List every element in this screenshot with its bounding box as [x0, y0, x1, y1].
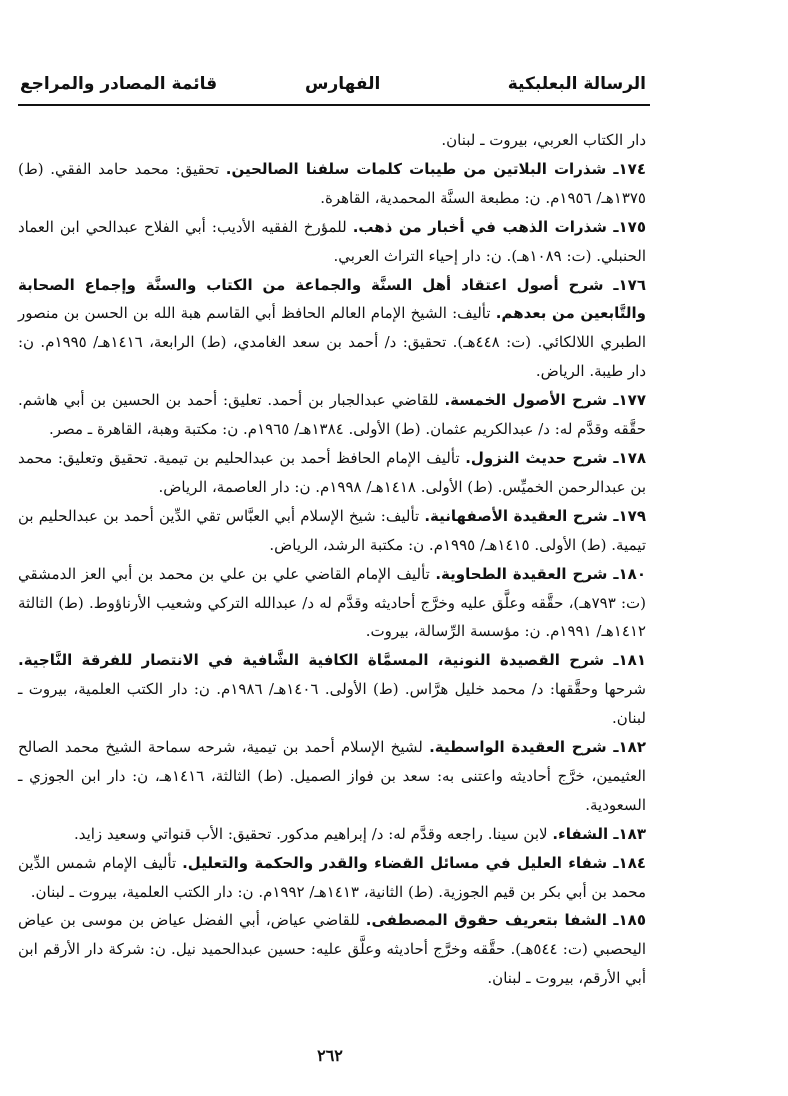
running-header	[20, 74, 646, 100]
bibliography-entry	[18, 444, 646, 502]
entry-title: ١٧٨ـ شرح حديث النزول.	[465, 448, 647, 467]
entry-title: ١٧٤ـ شذرات البلاتين من طيبات كلمات سلفنا الصالحين.	[225, 159, 646, 178]
entry-details: تأليف الإمام القاضي علي بن علي بن محمد بن أبي العز الدمشقي (ت: ٧٩٣هـ)، حقَّقه وعلَّق عليه وخرَّج أحاديثه وقدَّم له د/ عبدالله التركي وشعيب الأرناؤوط. (ط) الثالثة ١٤١٢هـ/ ١٩٩١م. ن: مؤسسة الرِّسالة، بيروت.	[18, 564, 647, 641]
bibliography-entry	[18, 502, 646, 560]
entry-details: تأليف: الشيخ الإمام العالم الحافظ أبي القاسم هبة الله بن الحسن بن منصور الطبري اللالكائي. (ت: ٤٤٨هـ). تحقيق: د/ أحمد بن سعد الغامدي، (ط) الرابعة، ١٤١٦هـ/ ١٩٩٥م. ن: دار طيبة. الرياض.	[18, 304, 646, 381]
entry-title: ١٨٢ـ شرح العقيدة الواسطية.	[429, 738, 646, 757]
header-chapter-title: قائمة المصادر والمراجع	[20, 74, 218, 94]
entry-title: ١٨١ـ شرح القصيدة النونية، المسمَّاة الكافية الشَّافية في الانتصار للفرقة النَّاجية.	[18, 651, 646, 670]
entry-details: للقاضي عبدالجبار بن أحمد. تعليق: أحمد بن الحسين بن أبي هاشم. حقَّقه وقدَّم له: د/ عبدالكريم عثمان. (ط) الأولى. ١٣٨٤هـ/ ١٩٦٥م. ن: مكتبة وهبة، القاهرة ـ مصر.	[18, 391, 646, 439]
entry-details: تأليف الإمام شمس الدِّين محمد بن أبي بكر بن قيم الجوزية. (ط) الثانية، ١٤١٣هـ/ ١٩٩٢م. ن: دار الكتب العلمية، بيروت ـ لبنان.	[18, 853, 646, 901]
page-number: ٢٦٢	[317, 1046, 343, 1065]
bibliography-entry	[18, 560, 646, 647]
entry-details: للمؤرخ الفقيه الأديب: أبي الفلاح عبدالحي ابن العماد الحنبلي. (ت: ١٠٨٩هـ). ن: دار إحياء التراث العربي.	[18, 217, 646, 265]
entry-title: ١٨٤ـ شفاء العليل في مسائل القضاء والقدر والحكمة والتعليل.	[182, 853, 647, 872]
entry-details: شرحها وحقَّقها: د/ محمد خليل هرَّاس. (ط) الأولى. ١٤٠٦هـ/ ١٩٨٦م. ن: دار الكتب العلمية، بيروت ـ لبنان.	[18, 680, 646, 728]
bibliography-entry	[18, 386, 646, 444]
bibliography-entry	[18, 213, 646, 271]
entry-title: ١٧٥ـ شذرات الذهب في أخبار من ذهب.	[352, 217, 646, 236]
entry-details: تأليف: شيخ الإسلام أبي العبَّاس تقي الدِّين أحمد بن عبدالحليم بن تيمية. (ط) الأولى. ١٤١٥هـ/ ١٩٩٥م. ن: مكتبة الرشد، الرياض.	[18, 506, 646, 554]
entry-details: لشيخ الإسلام أحمد بن تيمية، شرحه سماحة الشيخ محمد الصالح العثيمين، خرَّج أحاديثه واعتنى به: سعد بن فواز الصميل. (ط) الثالثة، ١٤١٦هـ، ن: دار ابن الجوزي ـ السعودية.	[18, 738, 646, 814]
bibliography-entry	[18, 126, 646, 155]
entry-title: ١٧٧ـ شرح الأصول الخمسة.	[444, 391, 646, 410]
entry-details: لابن سينا. راجعه وقدَّم له: د/ إبراهيم مدكور. تحقيق: الأب قنواتي وسعيد زايد.	[73, 824, 553, 843]
entry-details: دار الكتاب العربي، بيروت ـ لبنان.	[441, 131, 646, 149]
bibliography-entry	[18, 646, 646, 733]
bibliography-entry	[18, 906, 646, 993]
header-divider	[18, 104, 650, 106]
bibliography-entry	[18, 271, 646, 387]
entry-title: ١٧٦ـ شرح أصول اعتقاد أهل السنَّة والجماعة من الكتاب والسنَّة وإجماع الصحابة والتَّابعين من بعدهم.	[18, 275, 646, 323]
entry-details: للقاضي عياض، أبي الفضل عياض بن موسى بن عياض اليحصبي (ت: ٥٤٤هـ). حقَّقه وخرَّج أحاديثه وعلَّق عليه: حسين عبدالحميد نيل. ن: شركة دار الأرقم ابن أبي الأرقم، بيروت ـ لبنان.	[18, 911, 646, 988]
entry-title: ١٨٥ـ الشفا بتعريف حقوق المصطفى.	[365, 911, 646, 930]
header-book-title: الرسالة البعلبكية	[507, 74, 646, 94]
bibliography-entry	[18, 733, 646, 820]
bibliography-entry	[18, 849, 646, 907]
bibliography-entry	[18, 820, 646, 849]
entry-title: ١٨٠ـ شرح العقيدة الطحاوية.	[435, 564, 646, 583]
entry-title: ١٧٩ـ شرح العقيدة الأصفهانية.	[424, 506, 646, 525]
entry-details: تأليف الإمام الحافظ أحمد بن عبدالحليم بن تيمية. تحقيق وتعليق: محمد بن عبدالرحمن الخميِّس. (ط) الأولى. ١٤١٨هـ/ ١٩٩٨م. ن: دار العاصمة، الرياض.	[18, 448, 646, 496]
header-section-title: الفهارس	[305, 74, 381, 94]
bibliography-entry	[18, 155, 646, 213]
entry-title: ١٨٣ـ الشفاء.	[552, 824, 646, 843]
entry-details: تحقيق: محمد حامد الفقي. (ط) ١٣٧٥هـ/ ١٩٥٦م. ن: مطبعة السنَّة المحمدية، القاهرة.	[18, 159, 646, 207]
bibliography-list	[18, 126, 646, 993]
